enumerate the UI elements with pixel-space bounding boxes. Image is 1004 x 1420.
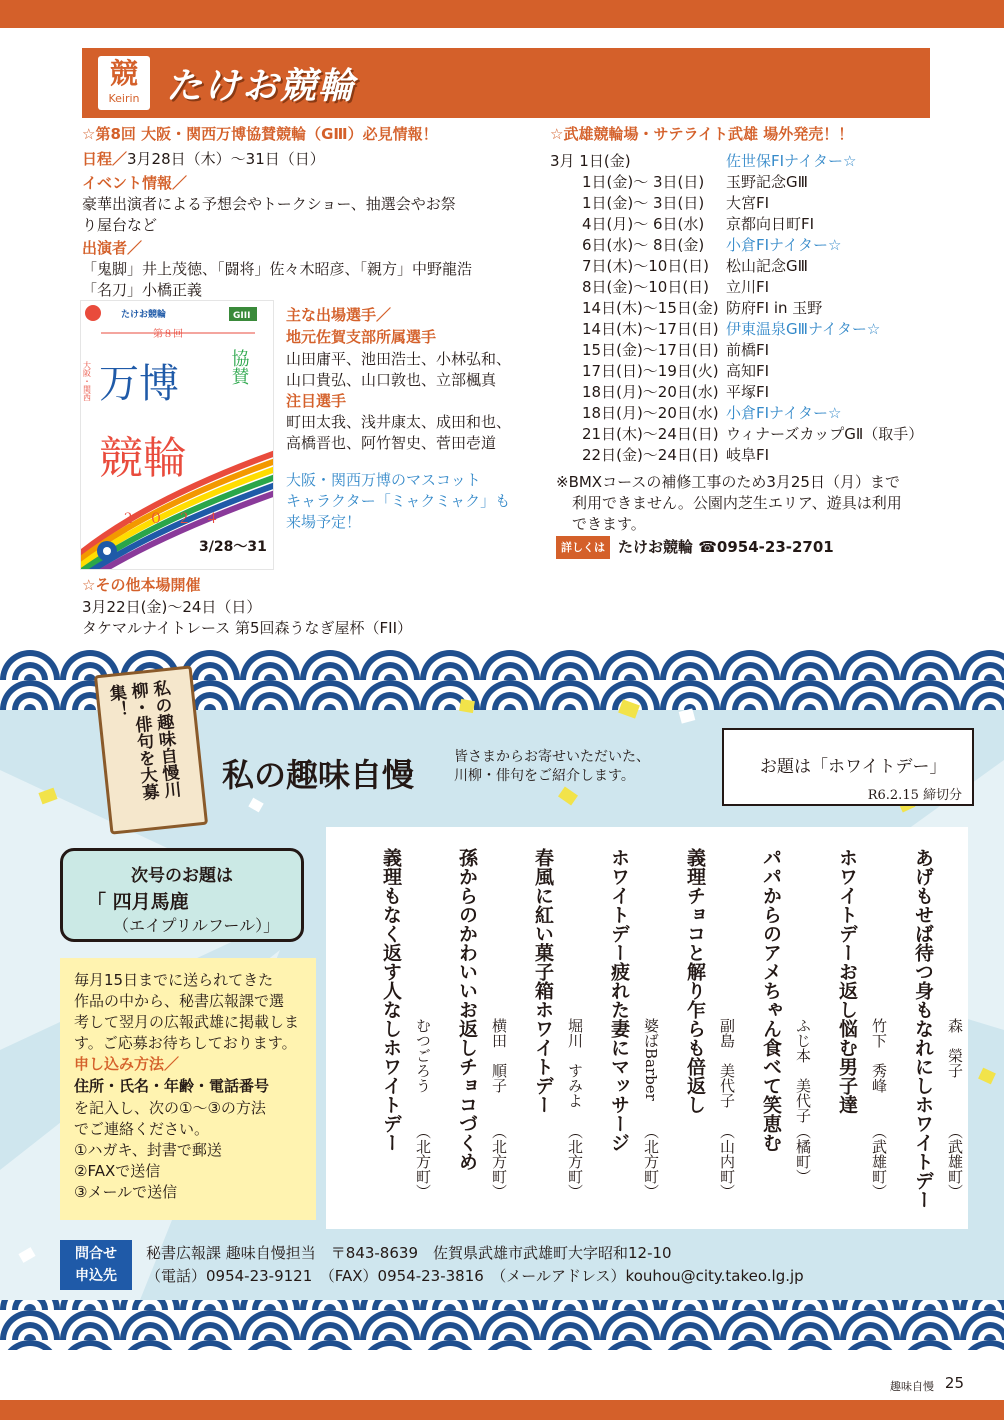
schedule-event: 大宮FⅠ xyxy=(726,194,770,212)
schedule-date: 7日(木)～10日(日) xyxy=(582,257,710,275)
event-info-2: り屋台など xyxy=(82,216,158,234)
poem-author: ふじ本 美代子 xyxy=(794,1018,812,1123)
poem-text: パパからのアメちゃん食べて笑恵む xyxy=(760,848,782,1152)
poster-dates: 3/28～31 xyxy=(199,539,267,555)
schedule-date: 18日(月)～20日(水) xyxy=(582,383,719,401)
schedule-date: 21日(木)～24日(日) xyxy=(582,425,719,443)
main-riders-label: 主な出場選手／ xyxy=(286,306,392,324)
schedule-event: 岐阜FⅠ xyxy=(726,446,770,464)
poem-place: （北方町） xyxy=(414,1124,432,1199)
theme-deadline: R6.2.15 締切分 xyxy=(867,788,962,803)
schedule-date: 1日(金)～ 3日(日) xyxy=(582,173,705,191)
schedule-date: 14日(木)～15日(金) xyxy=(582,299,719,317)
contact-tag xyxy=(60,1240,132,1290)
schedule-event: 前橋FⅠ xyxy=(726,341,770,359)
contact-line-1: 秘書広報課 趣味自慢担当 〒843-8639 佐賀県武雄市武雄町大字昭和12-10 xyxy=(146,1244,672,1262)
poem-text: あげもせば待つ身もなれにしホワイトデー xyxy=(912,848,934,1209)
poster-graphic xyxy=(81,301,274,570)
hobby-title: 私の趣味自慢 xyxy=(222,756,415,794)
schedule-event: 京都向日町FⅠ xyxy=(726,215,815,233)
apply-fields: 住所・氏名・年齢・電話番号 xyxy=(74,1077,270,1095)
schedule-line xyxy=(82,149,325,170)
schedule-date: 14日(木)～17日(日) xyxy=(582,320,719,338)
poem-text: 春風に紅い菓子箱ホワイトデー xyxy=(532,848,554,1114)
event-info-label: イベント情報／ xyxy=(82,174,188,192)
recruit-sign xyxy=(94,665,208,834)
poster-region: 大阪・関西 xyxy=(82,361,92,401)
poem-place: （北方町） xyxy=(566,1124,584,1199)
poem xyxy=(602,848,660,1218)
performers-1: 「鬼脚」井上茂徳、「闘将」佐々木昭彦、「親方」中野龍浩 xyxy=(82,260,473,278)
poem xyxy=(906,848,964,1218)
schedule-date: 15日(金)～17日(日) xyxy=(582,341,719,359)
poem-place: （橘町） xyxy=(794,1124,812,1184)
event-info-1: 豪華出演者による予想会やトークショー、抽選会やお祭 xyxy=(82,195,456,213)
apply-info-box xyxy=(60,958,316,1220)
other-race: タケマルナイトレース 第5回森うなぎ屋杯（FII） xyxy=(82,619,412,637)
schedule-event: 松山記念GⅢ xyxy=(726,257,808,275)
apply-line: ②FAXで送信 xyxy=(74,1162,161,1180)
schedule-date: 17日(日)～19日(火) xyxy=(582,362,719,380)
page-number: 25 xyxy=(944,1374,964,1392)
poem xyxy=(754,848,812,1218)
schedule-event: 小倉FⅠナイター☆ xyxy=(726,236,842,254)
detail-line xyxy=(556,536,834,559)
poem-text: 義理もなく返す人なしホワイトデー xyxy=(380,848,402,1152)
recruit-sign-text: 私の趣味自慢川柳・俳句を大募集！ xyxy=(105,678,182,802)
schedule-event: 玉野記念GⅢ xyxy=(726,173,808,191)
poster-grade: GIII xyxy=(233,311,251,321)
poster-title-a: 万博 xyxy=(99,361,179,407)
other-heading: ☆その他本場開催 xyxy=(82,576,201,594)
performers-2: 「名刀」小橋正義 xyxy=(82,281,203,299)
detail-tag: 詳しくは xyxy=(556,536,610,559)
next-theme-label: 次号のお題は xyxy=(131,866,233,886)
apply-line: ①ハガキ、封書で郵送 xyxy=(74,1141,222,1159)
keirin-title: たけお競輪 xyxy=(166,66,357,107)
schedule-date: 8日(金)～10日(日) xyxy=(582,278,710,296)
schedule-event: 小倉FⅠナイター☆ xyxy=(726,404,842,422)
poem-text: 義理チョコと解り乍らも倍返し xyxy=(684,848,706,1114)
poem xyxy=(450,848,508,1218)
schedule-date: 22日(金)～24日(日) xyxy=(582,446,719,464)
note-2: 利用できません。公園内芝生エリア、遊具は利用 xyxy=(572,494,902,512)
apply-label: 申し込み方法／ xyxy=(74,1055,180,1073)
poem-place: （北方町） xyxy=(642,1124,660,1199)
next-theme-value: 「 四月馬鹿 xyxy=(87,891,189,913)
schedule-event: ウィナーズカップGⅡ（取手） xyxy=(726,425,924,443)
contact-tag-1: 問合せ xyxy=(75,1246,117,1262)
schedule-event: 佐世保FⅠナイター☆ xyxy=(726,152,857,170)
poster-title-b: 協賛 xyxy=(228,349,250,385)
apply-line: を記入し、次の①～③の方法 xyxy=(74,1099,266,1117)
poem xyxy=(830,848,888,1218)
event-heading: ☆第8回 大阪・関西万博協賛競輪（GⅢ）必見情報！ xyxy=(82,125,438,143)
keirin-badge-main: 競 xyxy=(109,57,138,90)
performers-label: 出演者／ xyxy=(82,239,143,257)
schedule-event: 立川FⅠ xyxy=(726,278,770,296)
poem-author: むつごろう xyxy=(414,1018,432,1093)
info-line: 考して翌月の広報武雄に掲載しま xyxy=(74,1013,300,1031)
poem-place: （武雄町） xyxy=(870,1124,888,1199)
theme-label: お題は「ホワイトデー」 xyxy=(760,757,947,777)
focus-riders-2: 高橋晋也、阿竹智史、菅田壱道 xyxy=(286,434,497,452)
schedule-value: 3月28日（木）～31日（日） xyxy=(127,150,325,168)
next-theme-box xyxy=(60,848,304,942)
local-riders-2: 山口貴弘、山口敦也、立部楓真 xyxy=(286,371,497,389)
hobby-intro-2: 川柳・俳句をご紹介します。 xyxy=(454,768,635,784)
info-line: す。ご応募お待ちしております。 xyxy=(74,1034,297,1052)
schedule-event: 高知FⅠ xyxy=(726,362,770,380)
hobby-intro-1: 皆さまからお寄せいただいた、 xyxy=(454,749,650,765)
keirin-header xyxy=(82,48,930,118)
apply-line: でご連絡ください。 xyxy=(74,1120,210,1138)
local-riders-label: 地元佐賀支部所属選手 xyxy=(286,328,437,346)
schedule-event: 平塚FⅠ xyxy=(726,383,770,401)
contact-block xyxy=(60,1240,960,1290)
info-line: 毎月15日までに送られてきた xyxy=(74,971,274,989)
detail-text: たけお競輪 ☎0954-23-2701 xyxy=(618,538,834,556)
theme-box xyxy=(722,728,974,806)
poem-author: 竹下 秀峰 xyxy=(870,1018,888,1093)
mascot-2: キャラクター「ミャクミャク」も xyxy=(286,492,511,510)
poster-brand: たけお競輪 xyxy=(121,310,167,320)
schedule-date: 6日(水)～ 8日(金) xyxy=(582,236,705,254)
poem-place: （山内町） xyxy=(718,1124,736,1199)
apply-line: ③メールで送信 xyxy=(74,1183,178,1201)
other-date: 3月22日(金)～24日（日） xyxy=(82,598,262,616)
local-riders-1: 山田庸平、池田浩士、小林弘和、 xyxy=(286,350,512,368)
schedule-date: 4日(月)～ 6日(水) xyxy=(582,215,705,233)
poem xyxy=(526,848,584,1218)
schedule-event: 伊東温泉GⅢナイター☆ xyxy=(726,320,881,338)
poster-edition: 第８回 xyxy=(153,329,183,340)
info-line: 作品の中から、秘書広報課で選 xyxy=(74,992,285,1010)
event-poster xyxy=(80,300,274,570)
contact-line-2: （電話）0954-23-9121 （FAX）0954-23-3816 （メールアドレス）kouhou@city.takeo.lg.jp xyxy=(146,1267,804,1285)
focus-riders-1: 町田太我、浅井康太、成田和也、 xyxy=(286,413,512,431)
poem-author: 堀川 すみよ xyxy=(566,1018,584,1108)
schedule-date: 3月 1日(金) xyxy=(550,152,631,170)
poster-title-c: 競輪 xyxy=(99,433,187,484)
bottom-bar xyxy=(0,1400,1004,1420)
poem-text: ホワイトデー疲れた妻にマッサージ xyxy=(608,848,630,1152)
schedule-label: 日程／ xyxy=(82,150,128,168)
poem-author: 横田 順子 xyxy=(490,1018,508,1093)
next-theme-reading: （エイプリルフール）」 xyxy=(113,916,280,935)
mascot-3: 来場予定！ xyxy=(286,513,362,531)
satellite-heading: ☆武雄競輪場・サテライト武雄 場外発売！！ xyxy=(550,125,854,143)
focus-riders-label: 注目選手 xyxy=(286,392,347,410)
note-3: できます。 xyxy=(572,515,646,533)
schedule-event: 防府FⅠ in 玉野 xyxy=(726,299,823,317)
poem-text: ホワイトデーお返し悩む男子達 xyxy=(836,848,858,1114)
note-1: ※BMXコースの補修工事のため3月25日（月）まで xyxy=(556,473,900,491)
poem xyxy=(678,848,736,1218)
poem-author: 副島 美代子 xyxy=(718,1018,736,1108)
poem-text: 孫からのかわいいお返しチョコづくめ xyxy=(456,848,478,1171)
schedule-date: 18日(月)～20日(水) xyxy=(582,404,719,422)
poem-place: （北方町） xyxy=(490,1124,508,1199)
top-bar xyxy=(0,0,1004,28)
poem xyxy=(374,848,432,1218)
mascot-1: 大阪・関西万博のマスコット xyxy=(286,471,481,489)
schedule-date: 1日(金)～ 3日(日) xyxy=(582,194,705,212)
footer-section: 趣味自慢 xyxy=(890,1380,934,1393)
keirin-badge xyxy=(98,56,150,110)
poem-author: 婆ばBarber xyxy=(642,1018,660,1101)
keirin-badge-sub: Keirin xyxy=(108,92,140,105)
contact-tag-2: 申込先 xyxy=(75,1268,117,1284)
poster-year: ２０２４ xyxy=(121,511,233,527)
poem-place: （武雄町） xyxy=(946,1124,964,1199)
poem-author: 森 榮子 xyxy=(946,1018,964,1078)
